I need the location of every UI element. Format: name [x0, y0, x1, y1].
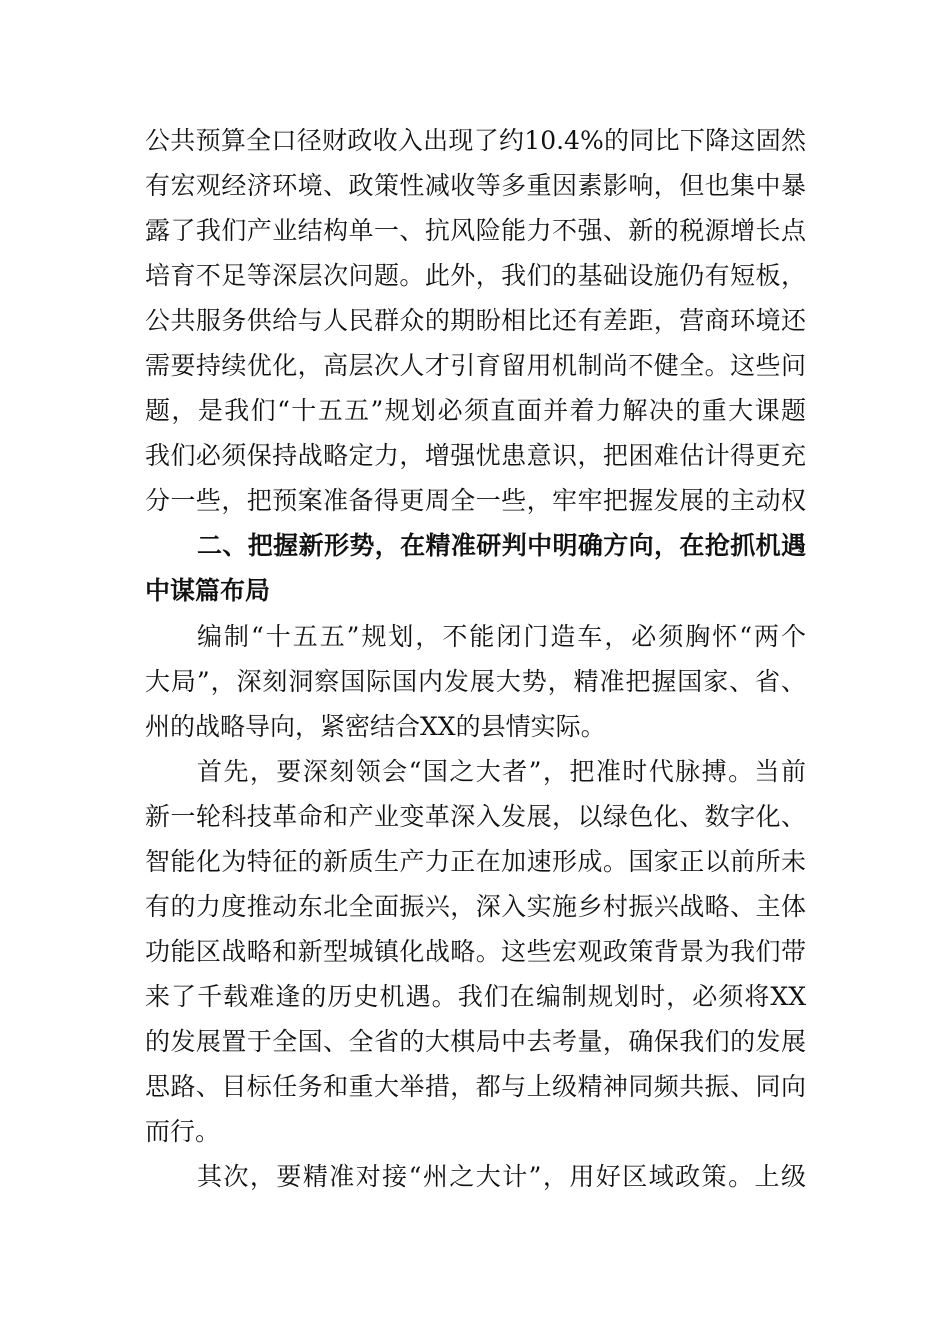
text-line: 来了千载难逢的历史机遇。我们在编制规划时，必须将XX [145, 981, 806, 1011]
text-line: 编制“十五五”规划，不能闭门造车，必须胸怀“两个 [197, 621, 806, 651]
text-line: 露了我们产业结构单一、抗风险能力不强、新的税源增长点 [145, 216, 806, 246]
text-line: 州的战略导向，紧密结合XX的县情实际。 [145, 711, 606, 741]
text-line: 分一些，把预案准备得更周全一些，牢牢把握发展的主动权 [145, 486, 806, 516]
text-line: 新一轮科技革命和产业变革深入发展，以绿色化、数字化、 [145, 801, 806, 831]
text-line: 有的力度推动东北全面振兴，深入实施乡村振兴战略、主体 [145, 891, 806, 921]
text-line: 需要持续优化，高层次人才引育留用机制尚不健全。这些问 [145, 351, 806, 381]
paragraph [145, 614, 806, 749]
paragraph [145, 118, 806, 523]
text-line: 智能化为特征的新质生产力正在加速形成。国家正以前所未 [145, 846, 806, 876]
paragraph [145, 1154, 806, 1199]
text-line: 其次，要精准对接“州之大计”，用好区域政策。上级 [197, 1162, 806, 1192]
section-heading [145, 523, 806, 613]
text-line: 功能区战略和新型城镇化战略。这些宏观政策背景为我们带 [145, 936, 806, 966]
text-line: 二、把握新形势，在精准研判中明确方向，在抢抓机遇 [197, 531, 806, 561]
text-line: 而行。 [145, 1117, 221, 1147]
text-line: 公共预算全口径财政收入出现了约10.4%的同比下降这固然 [145, 126, 806, 155]
text-line: 中谋篇布局 [145, 576, 271, 606]
text-line: 的发展置于全国、全省的大棋局中去考量，确保我们的发展 [145, 1026, 806, 1056]
text-line: 我们必须保持战略定力，增强忧患意识，把困难估计得更充 [145, 441, 806, 471]
text-line: 公共服务供给与人民群众的期盼相比还有差距，营商环境还 [145, 306, 806, 336]
text-line: 有宏观经济环境、政策性减收等多重因素影响，但也集中暴 [145, 171, 806, 201]
text-line: 思路、目标任务和重大举措，都与上级精神同频共振、同向 [145, 1071, 806, 1101]
text-line: 大局”，深刻洞察国际国内发展大势，精准把握国家、省、 [145, 666, 806, 696]
text-line: 首先，要深刻领会“国之大者”，把准时代脉搏。当前 [197, 756, 806, 786]
paragraph [145, 749, 806, 1154]
text-line: 题，是我们“十五五”规划必须直面并着力解决的重大课题 [145, 396, 806, 426]
document-page [145, 118, 806, 1199]
text-line: 培育不足等深层次问题。此外，我们的基础设施仍有短板， [145, 261, 806, 291]
